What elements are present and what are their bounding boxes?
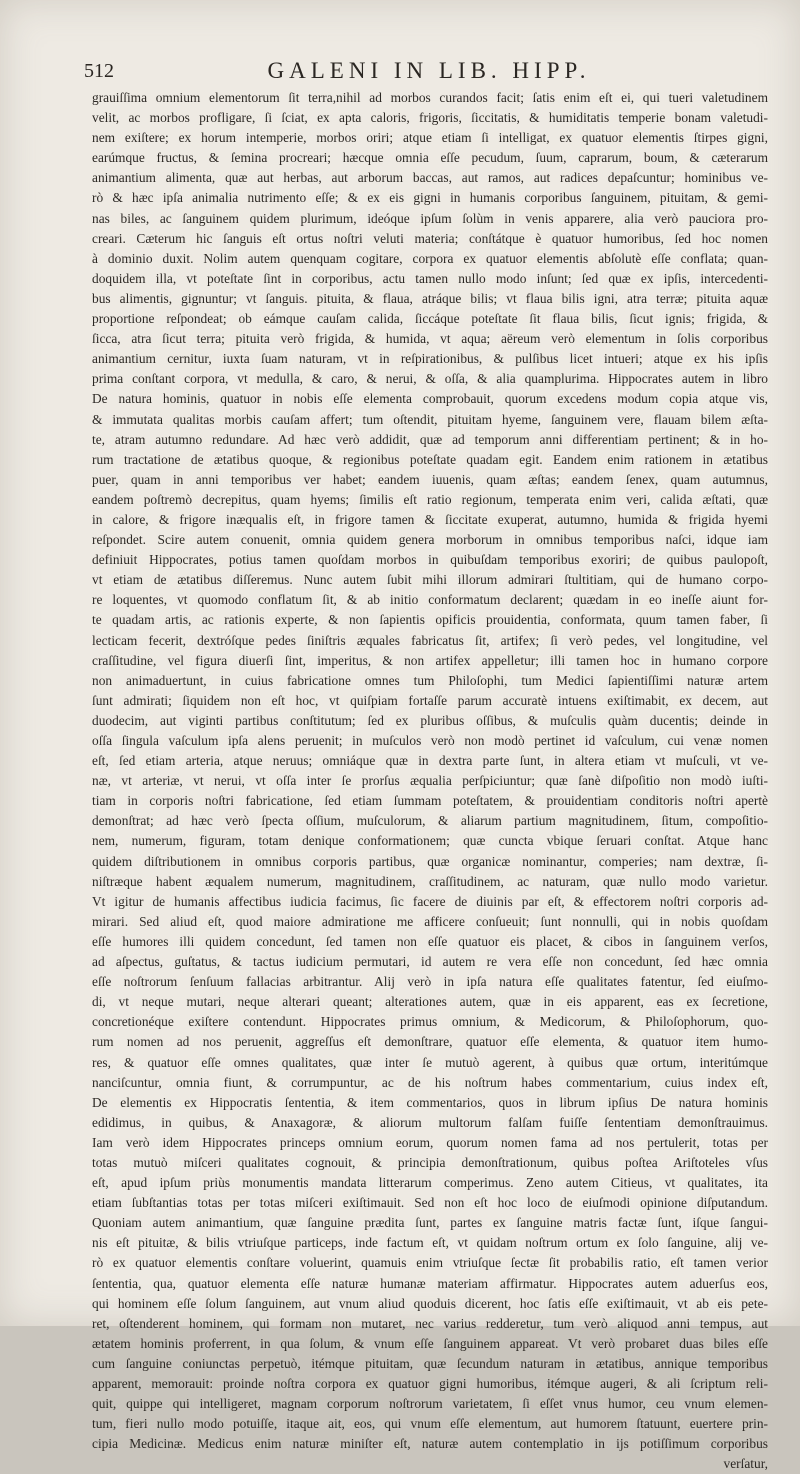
text-line: qui hominem eſſe ſolum ſanguinem, aut vnum aliud quoduis dicerent, hoc ſatis eſſe exiſtimauit, vt ab eis pete- xyxy=(92,1295,768,1311)
text-line: quidem diſtributionem in omnibus corporis partibus, quæ organicæ nominantur, comperies; nam dextræ, ſi- xyxy=(92,853,768,869)
body-text xyxy=(92,88,768,1474)
text-line: nem, numerum, figuram, totam denique conformationem; quæ cuncta vbique ſeruari conſtat. Atque hanc xyxy=(92,833,768,849)
text-line: apparent, memorauit: proinde noſtra corpora ex quatuor gigni humoribus, itémque augeri, & ali ſcriptum reli- xyxy=(92,1376,768,1391)
text-line: re loquentes, vt quomodo conflatum ſit, & ab initio conformatum declarent; quædam in eo ineſſe aiunt for- xyxy=(92,592,768,608)
text-line: tum, fieri nullo modo potuiſſe, itaque ait, eos, qui vnum eſſe elementum, aut humorem ſtatuunt, euertere prin- xyxy=(92,1416,768,1432)
text-line: nanciſcuntur, omnia fiunt, & corrumpuntur, ac de his noſtrum habes commentarium, cuius index eſt, xyxy=(92,1074,768,1090)
text-line: definiuit Hippocrates, potius tamen quoſdam morbos in quibuſdam temporibus exoriri; de quibus paulopoſt, xyxy=(92,552,768,568)
text-line: ætatem hominis proferrent, in qua ſolum, & vnum eſſe ſanguinem appareat. Vt verò probaret duas biles eſſe xyxy=(92,1335,768,1351)
text-line: De elementis ex Hippocratis ſententia, & item commentarios, quos in librum ipſius De natura hominis xyxy=(92,1094,768,1110)
text-line: ret, oſtenderent hominem, qui formam non mutaret, nec varius redderetur, tum verò aliquod anni tempus, aut xyxy=(92,1315,768,1331)
text-line: edidimus, in quibus, & Anaxagoræ, & aliorum multorum falſam fuiſſe ſententiam demonſtrauimus. xyxy=(92,1114,768,1130)
text-line: concretionéque exiſtere contendunt. Hippocrates primus omnium, & Medicorum, & Philoſophorum, quo- xyxy=(92,1014,768,1030)
text-line: verſatur, xyxy=(723,1456,768,1472)
text-line: næ, vt arteriæ, vt nerui, vt oſſa inter ſe prorſus æqualia perſpiciuntur; quæ ſanè diſpoſitio non modò iuſti- xyxy=(92,773,768,789)
text-line: duodecim, aut viginti partibus conſtitutum; ſed ex pluribus oſſibus, & muſculis quàm ducentis; deinde in xyxy=(92,712,768,728)
text-line: rum tractatione de ætatibus quoque, & regionibus poteſtate quadam egit. Eandem enim rationem in ætatibus xyxy=(92,451,768,467)
text-line: reſpondet. Scire autem conuenit, omnia quidem genera morborum in omnibus temporibus naſci, idque iam xyxy=(92,532,768,548)
text-line: nis eſt pituitæ, & bilis vtriuſque particeps, inde factum eſt, vt quidam noſtrum ortum ex ſolo ſanguine, alij ve- xyxy=(92,1235,768,1251)
text-line: bus alimentis, gignuntur; vt ſanguis. pituita, & flaua, atráque bilis; vt flaua bilis igni, atra terræ; pituita aquæ xyxy=(92,290,768,306)
text-line: tiam in corporis noſtri fabricatione, ſed etiam ſummam poteſtatem, & prouidentiam conditoris noſtri apertè xyxy=(92,793,768,809)
text-line: & immutata qualitas morbis cauſam affert; tum oſtendit, pituitam hyeme, ſanguinem vere, flauam bilem æſta- xyxy=(92,411,768,427)
text-line: eſſe humores illi quidem concedunt, ſed tamen non eſſe quatuor eis placet, & cibos in ſanguinem verſos, xyxy=(92,933,768,949)
text-line: prima conſtant corpora, vt medulla, & caro, & nerui, & oſſa, & alia quamplurima. Hippocrates autem in libro xyxy=(92,371,768,387)
text-line: res, & quatuor eſſe omnes qualitates, quæ inter ſe mutuò agerent, à quibus quæ ortum, interitúmque xyxy=(92,1054,768,1070)
text-line: quit, quippe qui intelligeret, magnam corporum noſtrorum varietatem, ſi eſſet vnus humor, ceu vnum elemen- xyxy=(92,1396,768,1412)
text-line: à dominio duxit. Nolim autem quenquam cogitare, corpora ex quatuor elementis abſolutè eſſe conflata; quan- xyxy=(92,250,768,266)
text-line: lecticam fecerit, dextróſque pedes ſiniſtris æquales fabricatus ſit, artifex; ſi verò pedes, vel longitudine, vel xyxy=(92,632,768,648)
text-line: oſſa ſingula vaſculum ipſa alens peruenit; in muſculos verò non modò pertinet id vaſculum, cui venæ nomen xyxy=(92,733,768,748)
text-line: puer, quam in anni temporibus ver habet; eandem iuuenis, quam æſtas; eandem ſenex, quam autumnus, xyxy=(92,471,768,487)
text-line: ſententia, qua, quatuor elementa eſſe naturæ humanæ materiam affirmatur. Hippocrates autem aduerſus eos, xyxy=(92,1275,768,1291)
text-line: earúmque fructus, & ſemina procreari; hæcque omnia eſſe pecudum, ſuum, caprarum, boum, & cæterarum xyxy=(92,150,768,166)
text-line: non animaduertunt, in cuius fabricatione omnes tum Philoſophi, tum Medici ſapientiſſimi naturæ artem xyxy=(92,672,768,688)
text-line: De natura hominis, quatuor in nobis eſſe elementa comprobauit, quorum excedens modum copia atque vis, xyxy=(92,391,768,407)
text-line: eſt, apud ipſum priùs monumentis mandata litterarum comperimus. Zeno autem Citieus, vt qualitates, ita xyxy=(92,1175,768,1191)
text-line: creari. Cæterum hic ſanguis eſt ortus noſtri veluti materia; conſtátque è quatuor humoribus, ſed hoc nomen xyxy=(92,230,768,246)
text-line: ſicca, atra ſicut terra; pituita verò frigida, & humida, vt aqua; aëreum verò elementum in ſolis corporibus xyxy=(92,331,768,347)
text-line: rò & hæc ipſa animalia nutrimento eſſe; & ex eis gigni in humanis corporibus ſanguinem, pituitam, & gemi- xyxy=(92,190,768,206)
text-line: nem exiſtere; ex horum intemperie, morbos oriri; atque etiam ſi intelligat, ex quatuor elementis ſtirpes gigni, xyxy=(92,130,768,146)
page-header xyxy=(84,52,774,88)
text-line: di, vt neque mutari, neque alterari queant; alterationes autem, quæ in eis apparent, eas ex ſecretione, xyxy=(92,994,768,1010)
text-line: animantium alimenta, quæ aut herbas, aut arborum baccas, aut ramos, aut radices depaſcuntur; hominibus ve- xyxy=(92,170,768,186)
text-line: rum nomen ad nos peruenit, aggreſſus eſt demonſtrare, quatuor eſſe elementa, & quatuor item humo- xyxy=(92,1034,768,1050)
text-line: totas mutuò miſceri qualitates cognouit, & principia demonſtrationum, quibus poſtea Ariſtoteles vſus xyxy=(92,1154,768,1170)
text-line: velit, ac morbos profligare, ſi ſciat, ex apta caloris, frigoris, ſiccitatis, & humiditatis temperie bonam valetudi- xyxy=(92,110,768,126)
text-line: nas biles, ac ſanguinem quidem plurimum, ideóque ipſum ſolùm in venis apparere, alia verò pauciora pro- xyxy=(92,210,768,226)
text-line: eſſe noſtrorum ſenſuum fallacias arbitrantur. Alij verò in ipſa natura eſſe qualitates fatentur, ſed eiuſmo- xyxy=(92,974,768,990)
text-line: ſunt admirati; ſiquidem non eſt hoc, vt quiſpiam fortaſſe parum accuratè intuens exiſtimabit, ex decem, aut xyxy=(92,692,768,708)
text-line: te quadam artis, ac rationis experte, & non ſapientis opificis prouidentia, conformata, quum tamen faber, ſi xyxy=(92,612,768,628)
text-line: demonſtrat; ad hæc verò ſpecta oſſium, muſculorum, & aliarum partium magnitudinem, ſitum, compoſitio- xyxy=(92,813,768,829)
text-line: vt etiam de ætatibus diſſeremus. Nunc autem ſubit mihi illorum admirari ſtultitiam, qui de humano corpo- xyxy=(92,572,768,588)
text-line: etiam ſubſtantias totas per totas miſceri exiſtimauit. Sed non eſt hoc loco de eiuſmodi opinione diſputandum. xyxy=(92,1195,768,1211)
text-line: te, atram autumno redundare. Ad hæc verò addidit, quæ ad temporum anni differentiam pertinent; & in ho- xyxy=(92,431,768,447)
text-line: niſtræque habent æqualem numerum, magnitudinem, craſſitudinem, ac naturam, quæ nullo modo varietur. xyxy=(92,873,768,889)
page-number: 512 xyxy=(84,60,114,82)
text-line: Quoniam autem animantium, quæ ſanguine prædita ſunt, partes ex ſanguine matris factæ ſunt, iſque ſangui- xyxy=(92,1215,768,1231)
text-line: animantium cernitur, iuxta ſuam naturam, vt in reſpirationibus, & pulſibus licet intueri; atque ex his ipſis xyxy=(92,351,768,367)
text-line: grauiſſima omnium elementorum ſit terra,nihil ad morbos curandos facit; ſatis enim eſt ei, qui tueri valetudinem xyxy=(92,90,768,105)
text-line: eandem poſtremò decrepitus, quam hyems; ſimilis eſt ratio regionum, temperata enim veri, calida æſtati, quæ xyxy=(92,491,768,507)
text-line: Vt igitur de humanis affectibus iudicia facimus, ſic facere de diuinis par eſt, & effectorem noſtri corporis ad- xyxy=(92,893,768,909)
text-line: ad aſpectus, guſtatus, & tactus iudicium permutari, id autem re vera eſſe non concedunt, ſed hæc omnia xyxy=(92,954,768,970)
text-line: craſſitudine, vel figura diuerſi ſint, imperitus, & non artifex appelletur; illi tamen hoc in humano corpore xyxy=(92,652,768,668)
text-line: cipia Medicinæ. Medicus enim naturæ miniſter eſt, naturæ autem contemplatio in ijs potiſſimum corporibus xyxy=(92,1436,768,1452)
text-line: mirari. Sed aliud eſt, quod maiore admiratione me afficere conſueuit; ſunt nonnulli, qui in nobis quoſdam xyxy=(92,913,768,929)
text-line: eſt, ſed etiam arteria, atque neruus; omniáque quæ in dextra parte ſunt, in altera etiam vt muſculi, vt ve- xyxy=(92,753,768,769)
text-line: doquidem illa, vt poteſtate ſint in corporibus, actu tamen nullo modo inſunt; ſed quæ ex ipſis, intercedenti- xyxy=(92,270,768,286)
text-line: in calore, & frigore inæqualis eſt, in frigore tamen & ſiccitate exuperat, autumno, humida & frigida hyemi xyxy=(92,511,768,527)
running-title: GALENI IN LIB. HIPP. xyxy=(267,58,591,83)
text-line: proportione reſpondeat; ob eámque cauſam calida, ſiccáque poteſtate ſit flaua bilis, ſicut ignis; frigida, & xyxy=(92,311,768,327)
text-line: cum ſanguine coniunctas perpetuò, itémque pituitam, quæ ſecundum naturam in ætatibus, annique temporibus xyxy=(92,1355,768,1371)
text-line: rò ex quatuor elementis conſtare voluerint, quamuis enim vtriuſque ſectæ ſit probabilis ratio, eſt tamen verior xyxy=(92,1255,768,1271)
text-line: Iam verò idem Hippocrates princeps omnium eorum, quorum nomen fama ad nos pertulerit, totas per xyxy=(92,1134,768,1150)
